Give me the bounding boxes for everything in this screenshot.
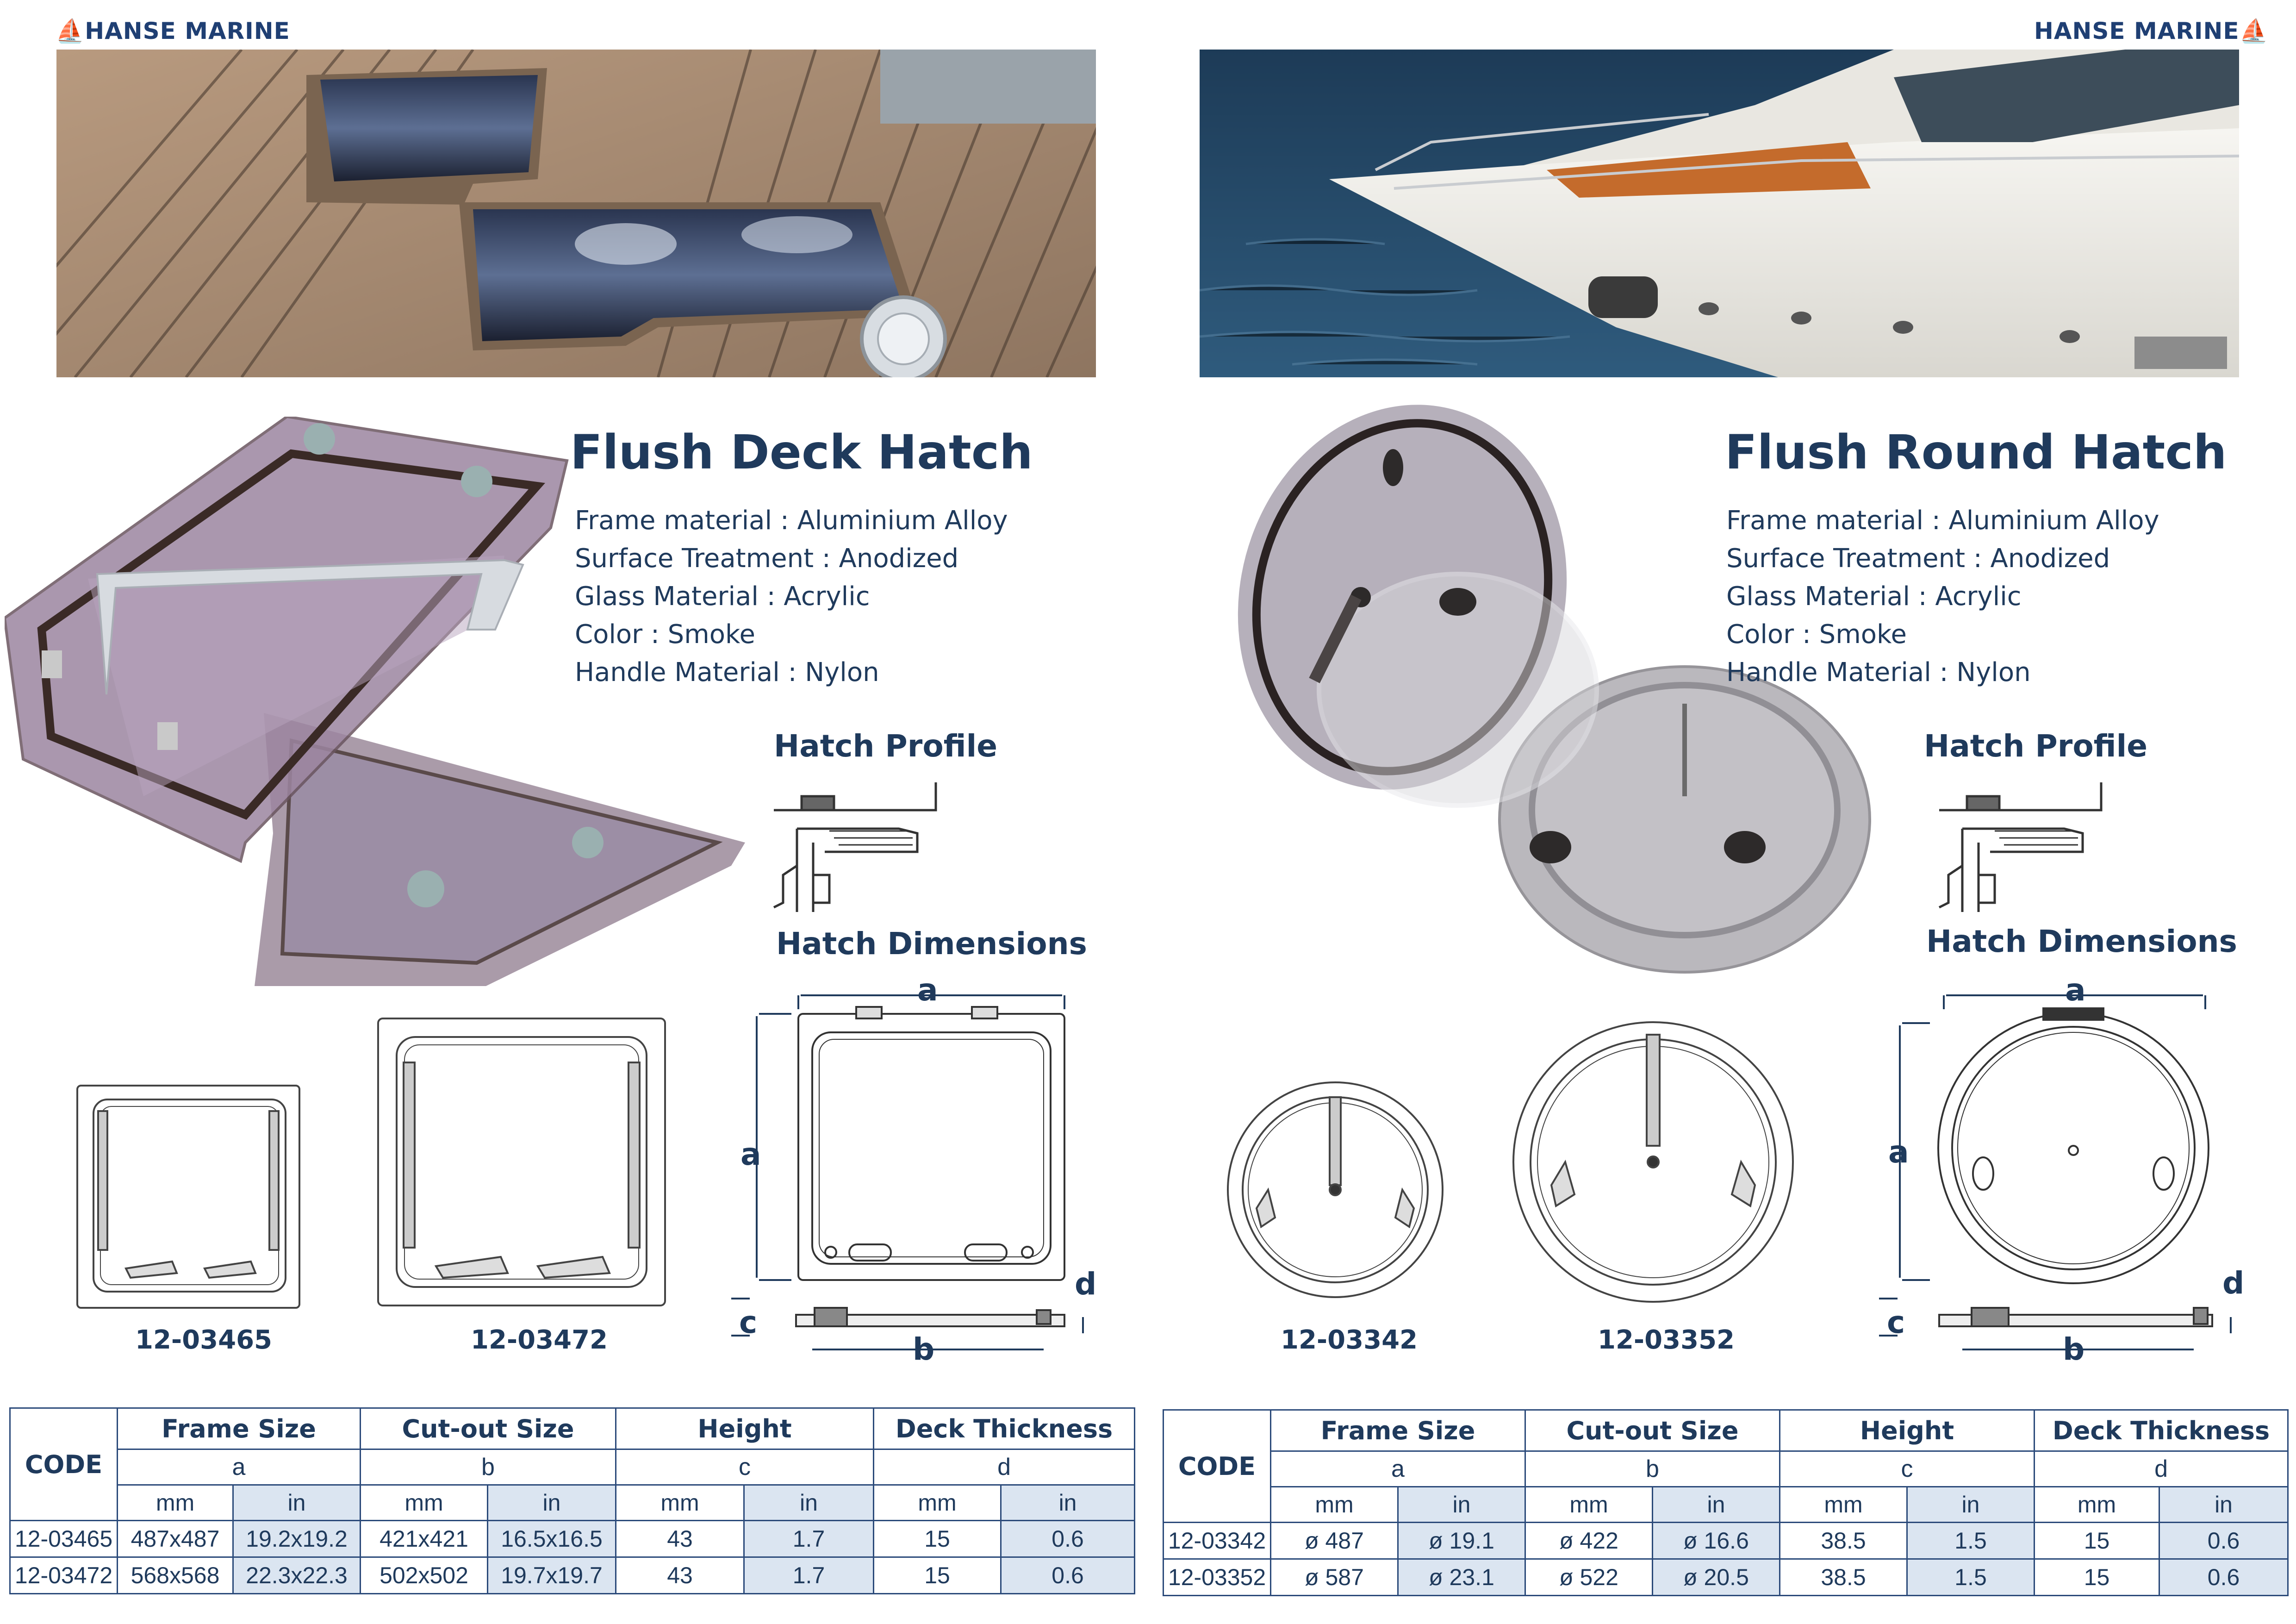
unit-in: in (1653, 1487, 1780, 1523)
cell: 1.7 (744, 1521, 874, 1557)
cell: 38.5 (1780, 1559, 1907, 1596)
unit-mm: mm (1780, 1487, 1907, 1523)
dim-label-a-side: a (1888, 1134, 1909, 1170)
code-header: CODE (1164, 1410, 1271, 1523)
dim-label-b: b (2063, 1331, 2085, 1367)
spec-frame-material: Frame material : Aluminium Alloy (1726, 506, 2159, 536)
letter-c: c (1780, 1451, 2035, 1487)
unit-mm: mm (616, 1485, 744, 1521)
unit-mm: mm (1525, 1487, 1653, 1523)
letter-d: d (874, 1449, 1135, 1485)
hatch-profile-drawing (769, 773, 945, 912)
table-row (10, 1557, 1135, 1594)
brand-logo-right (2034, 18, 2269, 45)
cell: 38.5 (1780, 1523, 1907, 1559)
deck-photo (56, 50, 1096, 377)
cell: 15 (874, 1557, 1001, 1594)
cell: 487x487 (118, 1521, 233, 1557)
unit-mm: mm (1271, 1487, 1398, 1523)
group-frame-size: Frame Size (1271, 1410, 1525, 1451)
cell: 1.7 (744, 1557, 874, 1594)
model-code-12-03465: 12-03465 (135, 1325, 272, 1355)
group-frame-size: Frame Size (118, 1408, 361, 1449)
letter-b: b (1525, 1451, 1780, 1487)
boat-logo-icon: ⛵ (56, 18, 85, 44)
spec-list (1726, 502, 2159, 692)
unit-in: in (488, 1485, 616, 1521)
cell: ø 522 (1525, 1559, 1653, 1596)
cell: 568x568 (118, 1557, 233, 1594)
spec-glass-material: Glass Material : Acrylic (575, 581, 870, 612)
cell: ø 587 (1271, 1559, 1398, 1596)
letter-a: a (1271, 1451, 1525, 1487)
dim-label-d: d (1075, 1266, 1097, 1302)
dim-label-d: d (2222, 1265, 2245, 1301)
letter-c: c (616, 1449, 874, 1485)
letter-d: d (2035, 1451, 2288, 1487)
cell: 0.6 (1001, 1557, 1135, 1594)
deck-hatch-spec-table (9, 1407, 1135, 1594)
hatch-dimensions-heading: Hatch Dimensions (776, 926, 1087, 962)
round-hatch-product-image (1199, 403, 1874, 986)
cell: ø 16.6 (1653, 1523, 1780, 1559)
unit-mm: mm (874, 1485, 1001, 1521)
unit-in: in (744, 1485, 874, 1521)
group-height: Height (616, 1408, 874, 1449)
unit-mm: mm (361, 1485, 488, 1521)
hatch-dimension-drawing (731, 974, 1115, 1368)
cell: ø 487 (1271, 1523, 1398, 1559)
cell: 16.5x16.5 (488, 1521, 616, 1557)
model-drawing-12-03465 (75, 1083, 302, 1310)
unit-in: in (233, 1485, 361, 1521)
boat-photo (1200, 50, 2239, 377)
product-title: Flush Deck Hatch (570, 425, 1033, 480)
round-hatch-spec-table (1163, 1409, 2289, 1596)
brand-name: HANSE MARINE (85, 18, 290, 44)
cell: 15 (2035, 1559, 2159, 1596)
hatch-profile-heading: Hatch Profile (1924, 728, 2147, 764)
spec-handle-material: Handle Material : Nylon (1726, 657, 2031, 687)
spec-frame-material: Frame material : Aluminium Alloy (575, 506, 1008, 536)
cell: 43 (616, 1557, 744, 1594)
model-drawing-12-03342 (1224, 1079, 1446, 1301)
cell: 43 (616, 1521, 744, 1557)
code-header: CODE (10, 1408, 118, 1521)
spec-surface-treatment: Surface Treatment : Anodized (1726, 543, 2110, 574)
spec-handle-material: Handle Material : Nylon (575, 657, 879, 687)
spec-glass-material: Glass Material : Acrylic (1726, 581, 2022, 612)
unit-in: in (1907, 1487, 2035, 1523)
unit-in: in (1398, 1487, 1525, 1523)
spec-list (575, 502, 1008, 692)
dim-label-a-top: a (2065, 972, 2086, 1008)
table-row (10, 1521, 1135, 1557)
model-code-12-03342: 12-03342 (1281, 1325, 1418, 1355)
cell: 15 (874, 1521, 1001, 1557)
group-height: Height (1780, 1410, 2035, 1451)
cell: ø 422 (1525, 1523, 1653, 1559)
cell: ø 20.5 (1653, 1559, 1780, 1596)
hatch-profile-drawing (1935, 773, 2110, 912)
hatch-profile-heading: Hatch Profile (774, 728, 997, 764)
table-row (1164, 1559, 2288, 1596)
letter-a: a (118, 1449, 361, 1485)
spec-color: Color : Smoke (575, 619, 755, 650)
brand-logo-left (56, 18, 290, 45)
group-deck-thickness: Deck Thickness (2035, 1410, 2288, 1451)
brand-name: HANSE MARINE (2034, 18, 2240, 44)
group-cutout-size: Cut-out Size (361, 1408, 616, 1449)
product-title: Flush Round Hatch (1725, 425, 2227, 480)
model-code-12-03472: 12-03472 (471, 1325, 608, 1355)
model-drawing-12-03352 (1510, 1018, 1797, 1305)
unit-in: in (1001, 1485, 1135, 1521)
cell: 0.6 (2159, 1559, 2288, 1596)
cell: ø 19.1 (1398, 1523, 1525, 1559)
cell: 15 (2035, 1523, 2159, 1559)
dim-label-a-top: a (917, 972, 938, 1008)
model-drawing-12-03472 (376, 1016, 667, 1308)
dim-label-c: c (1887, 1305, 1905, 1340)
model-code-12-03352: 12-03352 (1598, 1325, 1735, 1355)
cell: 19.2x19.2 (233, 1521, 361, 1557)
cell: 19.7x19.7 (488, 1557, 616, 1594)
cell: ø 23.1 (1398, 1559, 1525, 1596)
cell: 1.5 (1907, 1559, 2035, 1596)
boat-logo-icon: ⛵ (2239, 18, 2269, 44)
group-deck-thickness: Deck Thickness (874, 1408, 1135, 1449)
row-code: 12-03352 (1164, 1559, 1271, 1596)
row-code: 12-03342 (1164, 1523, 1271, 1559)
cell: 502x502 (361, 1557, 488, 1594)
cell: 0.6 (1001, 1521, 1135, 1557)
unit-mm: mm (118, 1485, 233, 1521)
cell: 1.5 (1907, 1523, 2035, 1559)
dim-label-c: c (739, 1305, 758, 1340)
spec-surface-treatment: Surface Treatment : Anodized (575, 543, 959, 574)
group-cutout-size: Cut-out Size (1525, 1410, 1780, 1451)
unit-mm: mm (2035, 1487, 2159, 1523)
letter-b: b (361, 1449, 616, 1485)
row-code: 12-03472 (10, 1557, 118, 1594)
cell: 0.6 (2159, 1523, 2288, 1559)
unit-in: in (2159, 1487, 2288, 1523)
hatch-dimension-drawing (1879, 974, 2263, 1368)
dim-label-a-side: a (740, 1137, 761, 1172)
table-row (1164, 1523, 2288, 1559)
dim-label-b: b (913, 1331, 935, 1367)
hatch-dimensions-heading: Hatch Dimensions (1926, 924, 2237, 959)
cell: 421x421 (361, 1521, 488, 1557)
cell: 22.3x22.3 (233, 1557, 361, 1594)
row-code: 12-03465 (10, 1521, 118, 1557)
spec-color: Color : Smoke (1726, 619, 1907, 650)
